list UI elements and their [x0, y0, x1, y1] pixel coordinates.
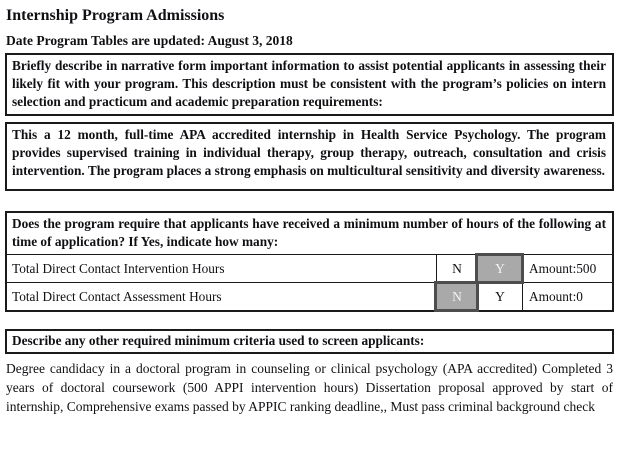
criteria-prompt-box: Describe any other required minimum criteria used to screen applicants: [5, 329, 614, 354]
minimum-hours-question: Does the program require that applicants have received a minimum number of hours of the following at time of application? If Yes, indicate how many: [7, 213, 612, 255]
narrative-response-box: This a 12 month, full-time APA accredited internship in Health Service Psychology. The program provides supervised training in individual therapy, group therapy, outreach, consultation and crisis intervention. The program places a strong emphasis on multicultural sensitivity and diversity awareness. [5, 122, 614, 191]
criteria-response-text: Degree candidacy in a doctoral program in counseling or clinical psychology (APA accredited) Completed 3 years of doctoral coursework (500 APPI intervention hours) Dissertation proposal approved by start of internship, Comprehensive exams passed by APPIC ranking deadline,, Must pass criminal background check [6, 361, 613, 414]
intervention-hours-yes-cell: Y [477, 255, 522, 282]
table-row [7, 255, 612, 282]
intervention-hours-label: Total Direct Contact Intervention Hours [12, 260, 225, 276]
tables-updated-date: Date Program Tables are updated: August 3, 2018 [6, 33, 293, 48]
intervention-hours-no-cell: N [436, 255, 477, 282]
assessment-hours-label: Total Direct Contact Assessment Hours [12, 288, 222, 304]
assessment-hours-no-cell: N [436, 283, 477, 310]
minimum-hours-table [5, 211, 614, 312]
assessment-hours-amount: Amount:0 [522, 283, 612, 310]
narrative-prompt-box: Briefly describe in narrative form important information to assist potential applicants in assessing their likely fit with your program. This description must be consistent with the program’s policies on intern selection and practicum and academic preparation requirements: [5, 53, 614, 116]
assessment-hours-yes-cell: Y [477, 283, 522, 310]
page-title: Internship Program Admissions [6, 7, 225, 24]
intervention-hours-amount: Amount:500 [522, 255, 612, 282]
table-row [7, 282, 612, 310]
